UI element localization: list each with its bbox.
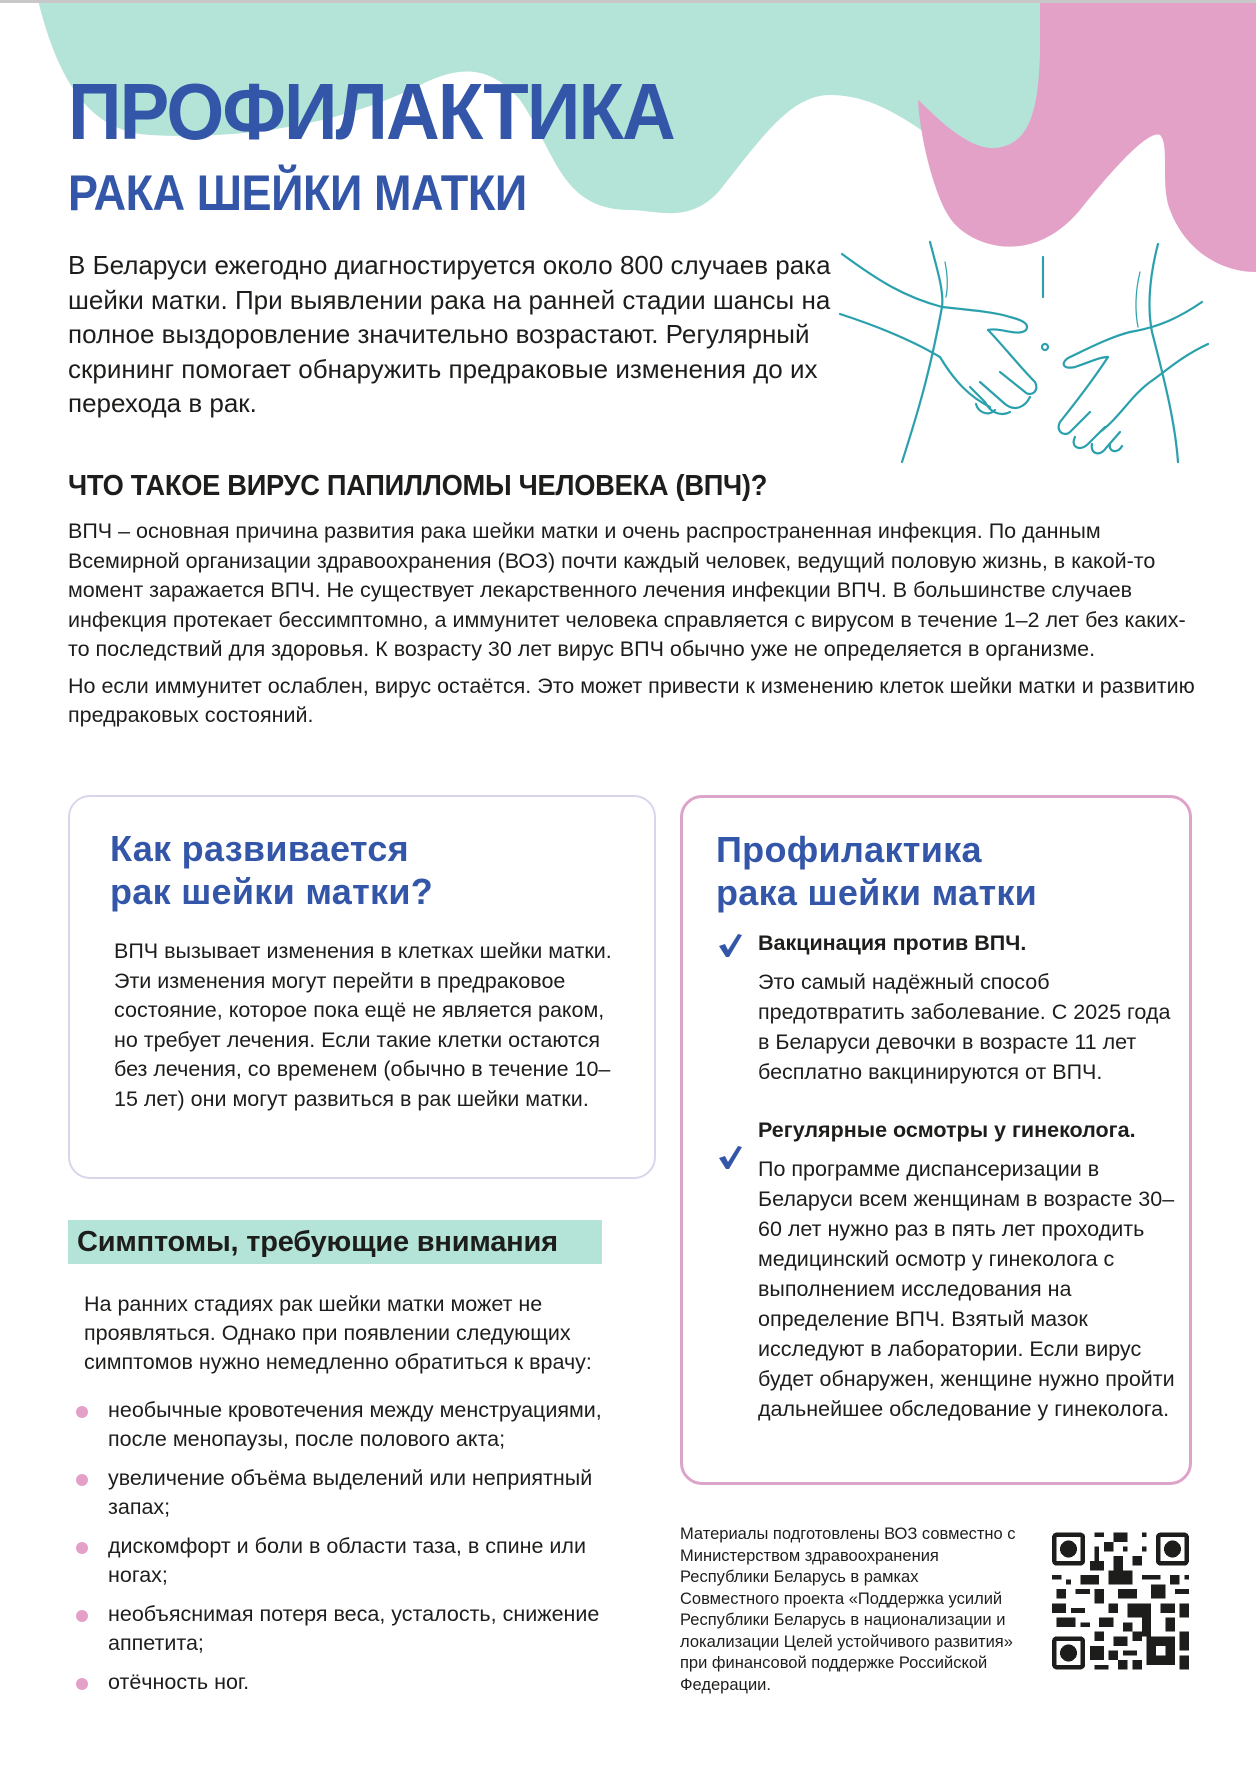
symptom-text: дискомфорт и боли в области таза, в спине или ногах;: [108, 1534, 586, 1587]
symptom-item: [76, 1600, 636, 1658]
prevention-item-title: Вакцинация против ВПЧ.: [758, 931, 1027, 955]
bullet-icon: [76, 1610, 88, 1622]
title-line: Профилактика: [716, 829, 982, 870]
symptoms-intro: На ранних стадиях рак шейки матки может не проявляться. Однако при появлении следующих симптомов нужно немедленно обратиться к врачу:: [84, 1292, 592, 1374]
bullet-icon: [76, 1678, 88, 1690]
title-line: рака шейки матки: [716, 872, 1038, 913]
prevention-item-text: Это самый надёжный способ предотвратить заболевание. С 2025 года в Беларуси девочки в возрасте 11 лет бесплатно вакцинируются от ВПЧ.: [758, 970, 1171, 1084]
prevention-item-title: Регулярные осмотры у гинеколога.: [758, 1118, 1136, 1142]
bullet-icon: [76, 1406, 88, 1418]
hpv-paragraph: Но если иммунитет ослаблен, вирус остаётся. Это может привести к изменению клеток шейки матки и развитию предраковых состояний.: [68, 673, 1195, 727]
development-card-body: ВПЧ вызывает изменения в клетках шейки матки. Эти изменения могут перейти в предраковое состояние, которое пока ещё не является раком, но требует лечения. Если такие клетки остаются без лечения, со временем (обычно в течение 10–15 лет) они могут развиться в рак шейки матки.: [114, 939, 612, 1111]
symptoms-heading: Симптомы, требующие внимания: [77, 1226, 558, 1258]
prevention-card-title: [716, 828, 1037, 914]
bullet-icon: [76, 1474, 88, 1486]
symptom-text: увеличение объёма выделений или неприятный запах;: [108, 1466, 593, 1519]
checkmark-icon: [716, 1143, 744, 1171]
intro-paragraph: В Беларуси ежегодно диагностируется около 800 случаев рака шейки матки. При выявлении рака на ранней стадии шансы на полное выздоровление значительно возрастают. Регулярный скрининг помогает обнаружить предраковые изменения до их перехода в рак.: [68, 250, 831, 418]
development-card-title: [110, 827, 433, 913]
prevention-card: [680, 795, 1192, 1485]
symptom-item: [76, 1464, 636, 1522]
page-subtitle: РАКА ШЕЙКИ МАТКИ: [68, 165, 527, 221]
development-card: [68, 795, 656, 1179]
qr-code-icon[interactable]: [1052, 1532, 1189, 1670]
hpv-section-heading: ЧТО ТАКОЕ ВИРУС ПАПИЛЛОМЫ ЧЕЛОВЕКА (ВПЧ)?: [68, 470, 768, 502]
symptom-item: [76, 1532, 636, 1590]
prevention-item-text: По программе диспансеризации в Беларуси всем женщинам в возрасте 30–60 лет нужно раз в пять лет проходить медицинский осмотр у гинеколога с выполнением исследования на определение ВПЧ. Взятый мазок исследуют в лаборатории. Если вирус будет обнаружен, женщине нужно пройти дальнейшее обследование у гинеколога.: [758, 1157, 1175, 1421]
symptom-text: необъяснимая потеря веса, усталость, снижение аппетита;: [108, 1602, 600, 1655]
symptom-item: [76, 1668, 636, 1697]
credits-text: Материалы подготовлены ВОЗ совместно с Министерством здравоохранения Республики Беларусь в рамках Совместного проекта «Поддержка усилий Республики Беларусь в национализации и локализации Целей устойчивого развития» при финансовой поддержке Российской Федерации.: [680, 1525, 1016, 1694]
symptoms-heading-band: [68, 1220, 602, 1264]
symptoms-list: [76, 1396, 636, 1707]
symptom-text: отёчность ног.: [108, 1670, 250, 1694]
title-line: рак шейки матки?: [110, 871, 434, 912]
bullet-icon: [76, 1542, 88, 1554]
hands-on-abdomen-illustration: [830, 232, 1256, 470]
top-border: [0, 0, 1256, 3]
checkmark-icon: [716, 931, 744, 959]
page-title: ПРОФИЛАКТИКА: [68, 67, 674, 156]
symptom-text: необычные кровотечения между менструациями, после менопаузы, после полового акта;: [108, 1398, 602, 1451]
title-line: Как развивается: [110, 828, 409, 869]
hpv-paragraph: ВПЧ – основная причина развития рака шейки матки и очень распространенная инфекция. По данным Всемирной организации здравоохранения (ВОЗ) почти каждый человек, ведущий половую жизнь, в какой-то момент заражается ВПЧ. Не существует лекарственного лечения инфекции ВПЧ. В большинстве случаев инфекция протекает бессимптомно, а иммунитет человека справляется с вирусом в течение 1–2 лет без каких-то последствий для здоровья. К возрасту 30 лет вирус ВПЧ обычно уже не определяется в организме.: [68, 519, 1186, 661]
hpv-section-body: [68, 517, 1198, 731]
symptom-item: [76, 1396, 636, 1454]
